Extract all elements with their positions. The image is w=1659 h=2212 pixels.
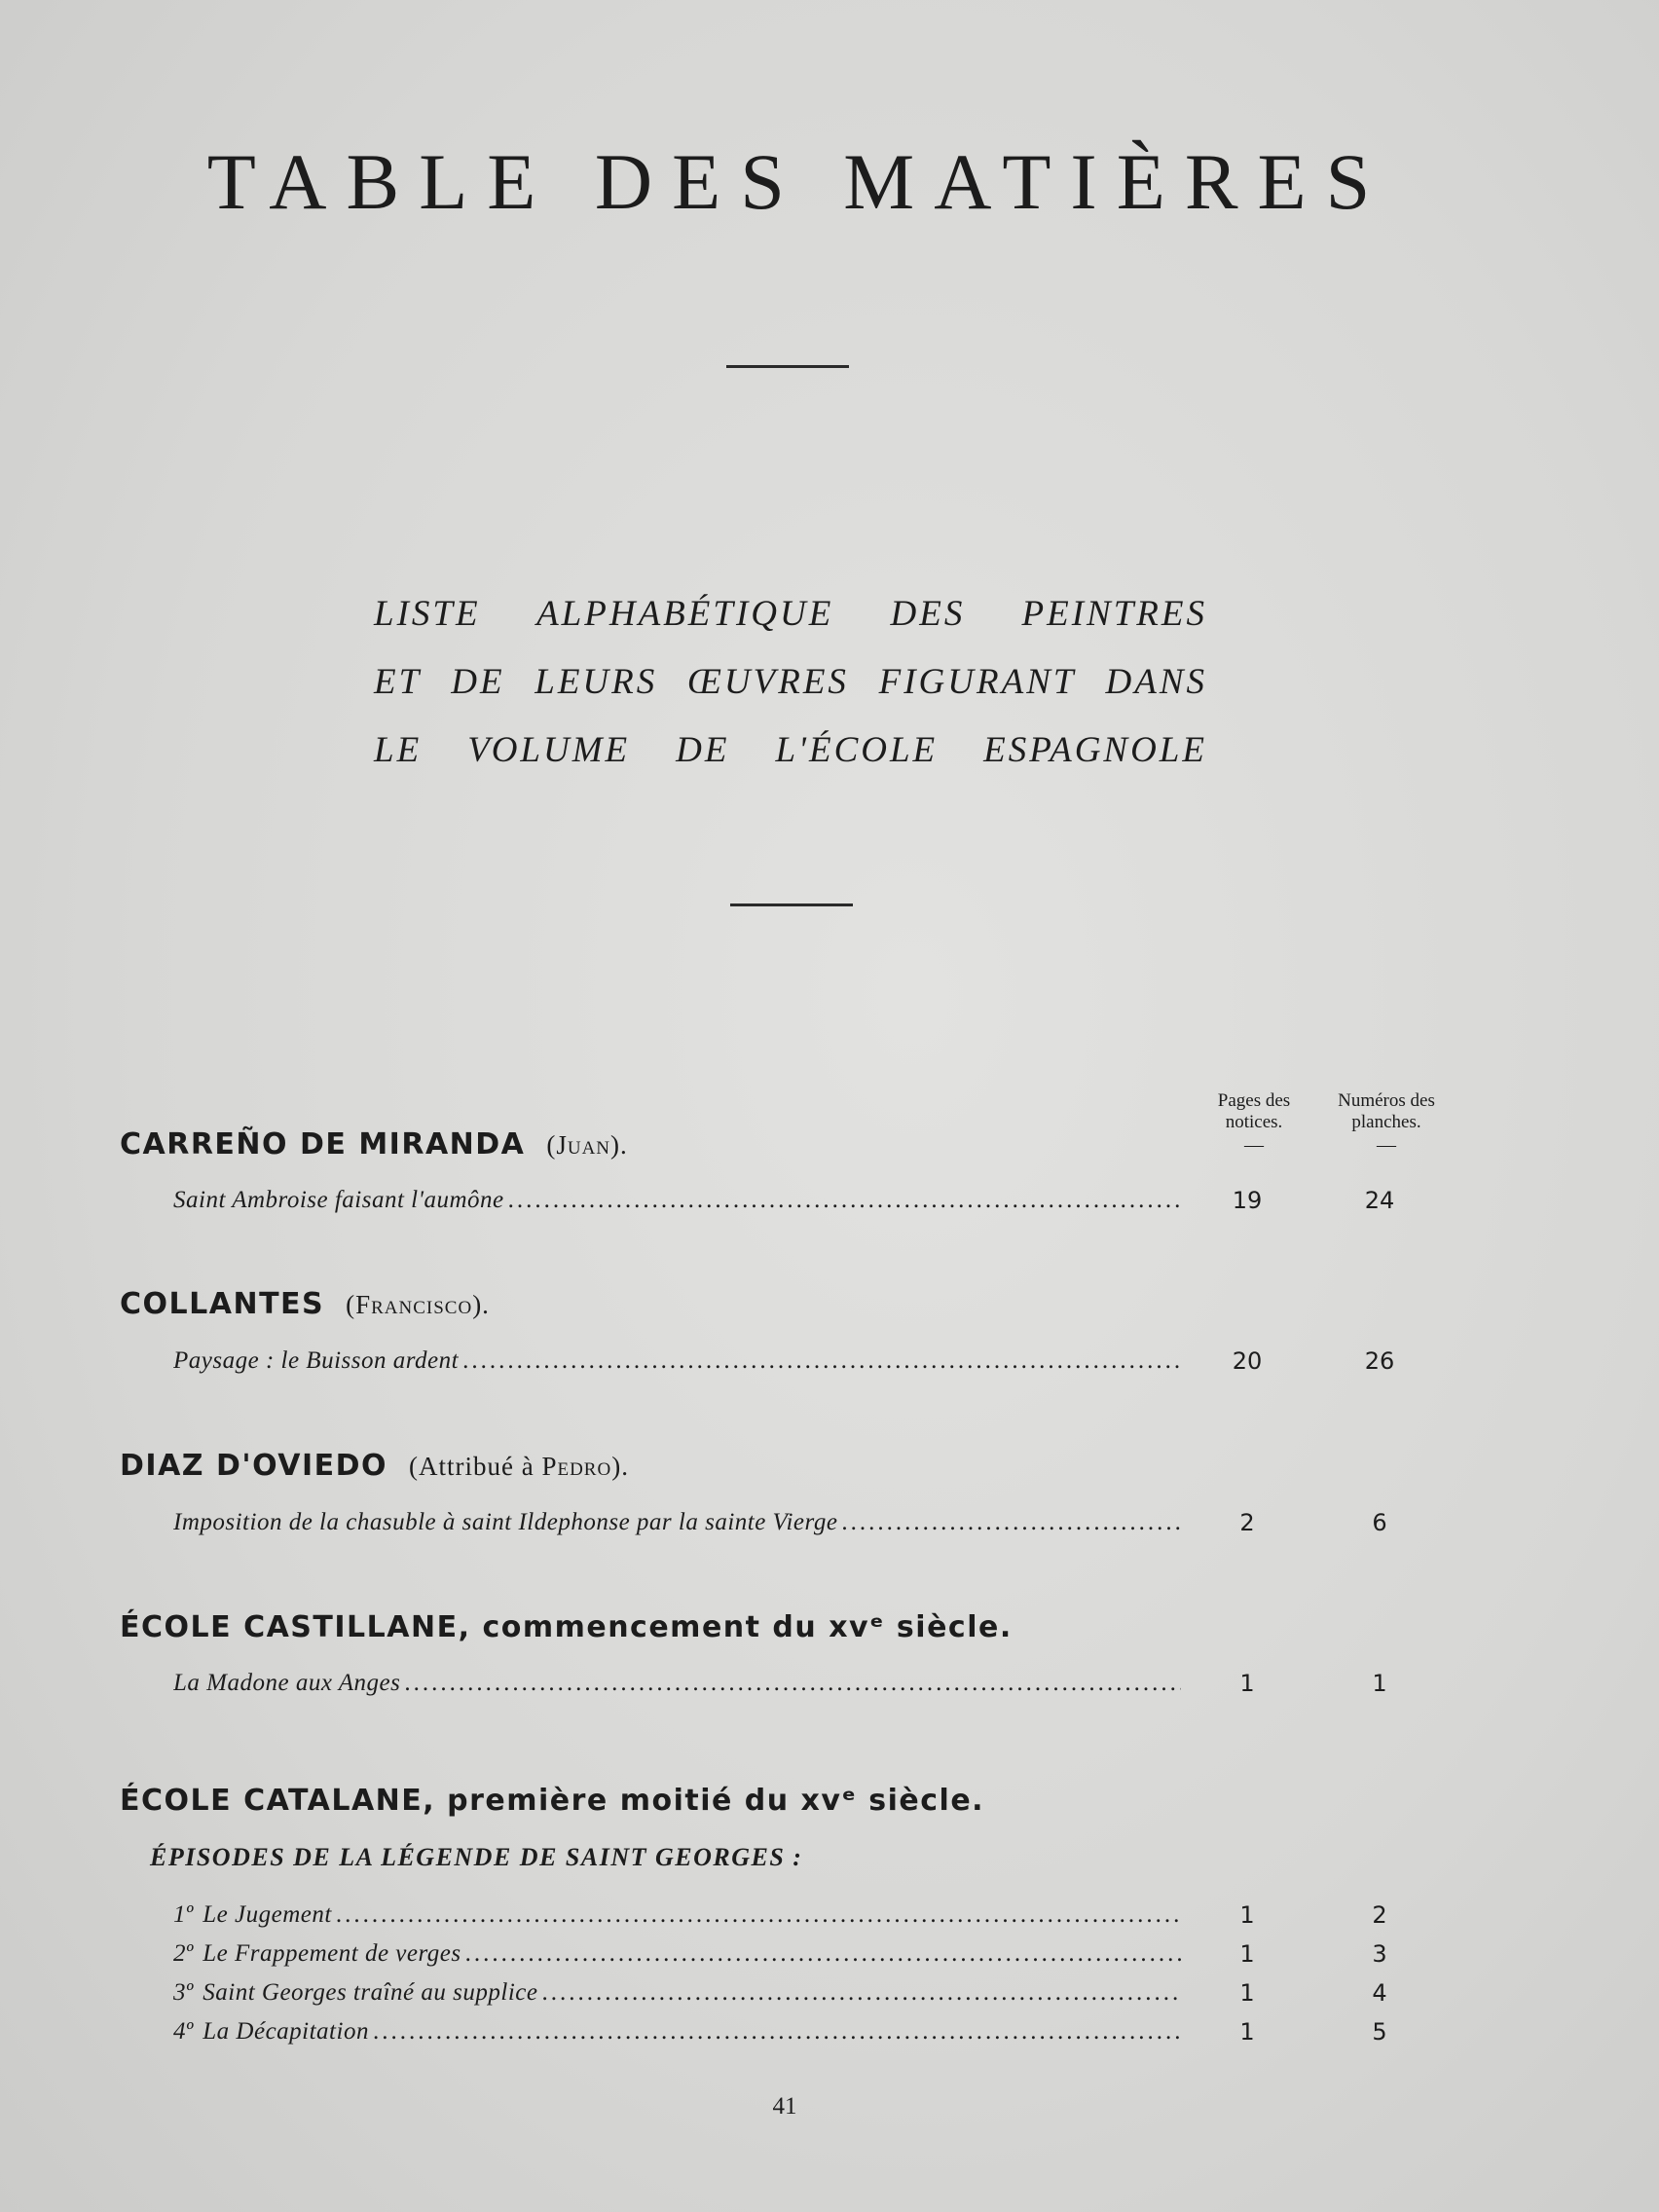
entry-plate-number: 4 [1372, 1979, 1387, 2007]
entry-title: Le Frappement de verges [203, 1940, 461, 1967]
entry-page-number: 20 [1232, 1347, 1263, 1375]
painter-given-name: (Francisco). [346, 1290, 490, 1319]
subtitle-line-1: LISTE ALPHABÉTIQUE DES PEINTRES [374, 594, 1207, 634]
school-heading [120, 1610, 1013, 1644]
entry-plate-number: 1 [1372, 1670, 1387, 1697]
column-header-pages-line1: Pages des [1217, 1090, 1291, 1111]
entry-plate-number: 5 [1372, 2018, 1387, 2046]
entry-title: Le Jugement [203, 1901, 332, 1928]
column-header-planches [1313, 1090, 1459, 1155]
subtitle-divider [730, 903, 853, 906]
painter-heading [120, 1287, 490, 1321]
dot-leader [404, 1670, 1181, 1697]
school-name: ÉCOLE CATALANE, [120, 1784, 436, 1818]
subtitle-line-2: ET DE LEURS ŒUVRES FIGURANT DANS [374, 662, 1207, 702]
school-period: première moitié du xvᵉ siècle. [447, 1784, 985, 1818]
entry-page-number: 19 [1232, 1187, 1263, 1214]
subtitle-line-3: LE VOLUME DE L'ÉCOLE ESPAGNOLE [374, 730, 1207, 770]
dot-leader [508, 1187, 1181, 1214]
column-header-planches-line1: Numéros des [1338, 1090, 1435, 1111]
entry-plate-number: 2 [1372, 1901, 1387, 1929]
entry-page-number: 1 [1239, 1940, 1255, 1968]
column-header-pages [1181, 1090, 1327, 1155]
dot-leader [541, 1979, 1181, 2007]
painter-heading [120, 1127, 628, 1161]
painter-heading [120, 1449, 629, 1483]
school-period: commencement du xvᵉ siècle. [482, 1610, 1013, 1644]
page-title: TABLE DES MATIÈRES [206, 137, 1390, 226]
page-number: 41 [772, 2093, 797, 2120]
entry-page-number: 1 [1239, 1901, 1255, 1929]
dot-leader [336, 1901, 1181, 1929]
entry-title: La Madone aux Anges [173, 1670, 401, 1696]
entry-page-number: 1 [1239, 1979, 1255, 2007]
entry-plate-number: 26 [1364, 1347, 1395, 1375]
entry-page-number: 1 [1239, 2018, 1255, 2046]
entry-ordinal: 1º [173, 1901, 194, 1928]
column-header-planches-dash: — [1377, 1134, 1396, 1156]
title-divider [726, 365, 849, 368]
entry-title: Saint Ambroise faisant l'aumône [173, 1187, 504, 1213]
school-heading [120, 1784, 984, 1818]
dot-leader [462, 1347, 1181, 1375]
painter-name: CARREÑO DE MIRANDA [120, 1127, 526, 1161]
entry-page-number: 1 [1239, 1670, 1255, 1697]
entry-ordinal: 3º [173, 1979, 194, 2006]
entry-plate-number: 24 [1364, 1187, 1395, 1214]
entry-plate-number: 3 [1372, 1940, 1387, 1968]
painter-given-name: (Attribué à Pedro). [409, 1452, 629, 1481]
entry-title: Saint Georges traîné au supplice [203, 1979, 538, 2006]
painter-given-name: (Juan). [546, 1130, 628, 1160]
subsection-heading: ÉPISODES DE LA LÉGENDE DE SAINT GEORGES : [150, 1843, 803, 1871]
painter-name: DIAZ D'OVIEDO [120, 1449, 388, 1483]
entry-plate-number: 6 [1372, 1509, 1387, 1536]
column-header-pages-line2: notices. [1225, 1112, 1283, 1132]
column-header-pages-dash: — [1244, 1134, 1264, 1156]
dot-leader [841, 1509, 1181, 1536]
entry-title: Paysage : le Buisson ardent [173, 1347, 460, 1374]
dot-leader [465, 1940, 1181, 1968]
dot-leader [373, 2018, 1181, 2046]
entry-page-number: 2 [1239, 1509, 1255, 1536]
entry-title: Imposition de la chasuble à saint Ildephonse par la sainte Vierge [173, 1509, 838, 1535]
school-name: ÉCOLE CASTILLANE, [120, 1610, 471, 1644]
painter-name: COLLANTES [120, 1287, 325, 1321]
entry-title: La Décapitation [203, 2018, 369, 2045]
subtitle [374, 580, 1207, 785]
column-header-planches-line2: planches. [1351, 1112, 1421, 1132]
entry-ordinal: 2º [173, 1940, 194, 1967]
entry-ordinal: 4º [173, 2018, 194, 2045]
